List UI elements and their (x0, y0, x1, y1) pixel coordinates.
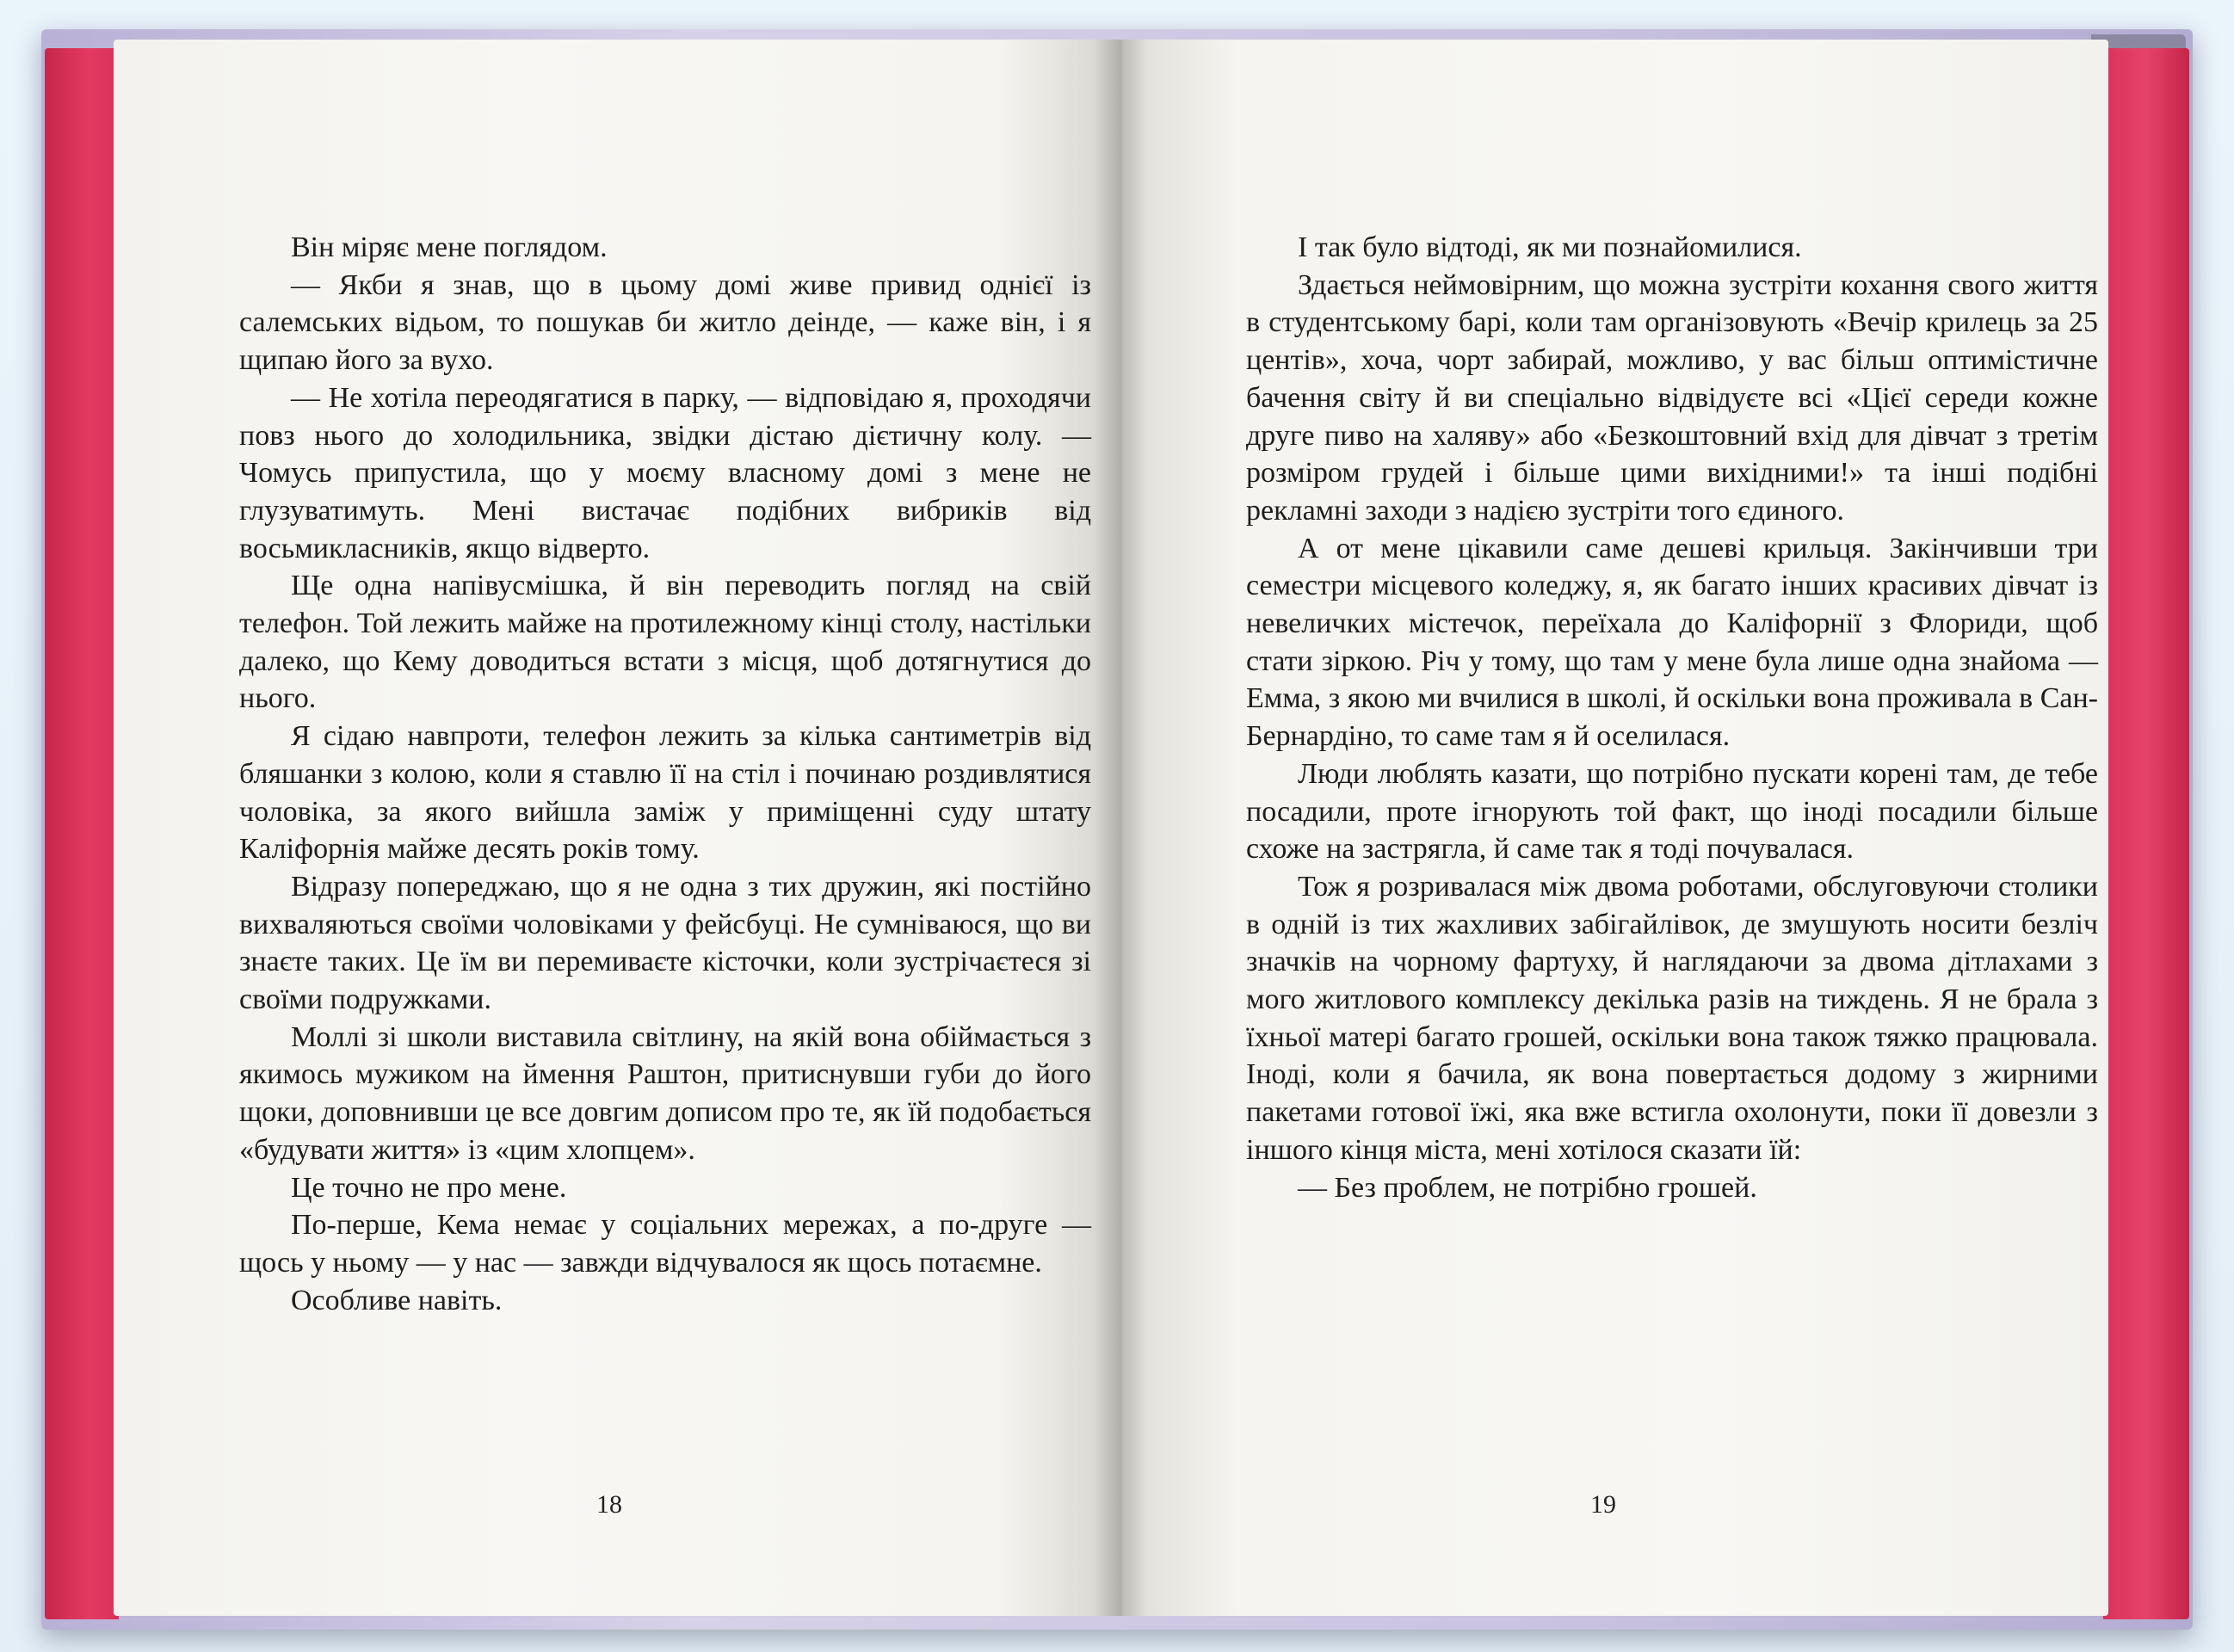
paragraph: Тож я розривалася між двома роботами, обслуговуючи столики в одній із тих жахливих забігайлівок, де змушують носити безліч значків на чорному фартуху, й наглядаючи за двома дітлахами з мого житлового комплексу декілька разів на тиждень. Я не брала з їхньої матері багато грошей, оскільки вона також тяжко працювала. Іноді, коли я бачила, як вона повертається додому з жирними пакетами готової їжі, яка вже встигла охолонути, поки її довезли з іншого кінця міста, мені хотілося сказати їй: (1246, 870, 2098, 1166)
page-number-left: 18 (596, 1490, 622, 1519)
right-page-text (1246, 229, 2098, 1206)
paragraph: Це точно не про мене. (291, 1171, 567, 1204)
paragraph: — Не хотіла переодягатися в парку, — відповідаю я, проходячи повз нього до холодильника, звідки дістаю дієтичну колу. — Чомусь припустила, що у моєму власному домі з мене не глузуватимуть. Мені вистачає подібних вибриків від восьмикласників, якщо відверто. (239, 381, 1091, 564)
paragraph: Він міряє мене поглядом. (291, 231, 608, 263)
paragraph: І так було відтоді, як ми познайомилися. (1298, 231, 1802, 263)
paragraph: По-перше, Кема немає у соціальних мережах, а по-друге — щось у ньому — у нас — завжди відчувалося як щось потаємне. (239, 1209, 1091, 1279)
paragraph: Відразу попереджаю, що я не одна з тих дружин, які постійно вихваляються своїми чоловіками у фейсбуці. Не сумніваюся, що ви знаєте таких. Це їм ви перемиваєте кісточки, коли зустрічаєтеся зі своїми подружками. (239, 870, 1091, 1016)
right-page (1119, 40, 2108, 1616)
page-edges-right (2103, 48, 2189, 1619)
paragraph: — Без проблем, не потрібно грошей. (1298, 1171, 1757, 1204)
paragraph: Моллі зі школи виставила світлину, на якій вона обіймається з якимось мужиком на ймення Раштон, притиснувши губи до його щоки, доповнивши це все довгим дописом про те, як їй подобається «будувати життя» із «цим хлопцем». (239, 1020, 1091, 1166)
page-number-right: 19 (1590, 1490, 1616, 1519)
paragraph: Здається неймовірним, що можна зустріти кохання свого життя в студентському барі, коли там організовують «Вечір крилець за 25 центів», хоча, чорт забирай, можливо, у вас більш оптимістичне бачення світу й ви спеціально відвідуєте всі «Цієї середи кожне друге пиво на халяву» або «Безкоштовний вхід для дівчат з третім розміром грудей і більше цими вихідними!» та інші подібні рекламні заходи з надією зустріти того єдиного. (1246, 268, 2098, 527)
page-edges-left (45, 48, 119, 1619)
left-page (114, 40, 1119, 1616)
paragraph: Я сідаю навпроти, телефон лежить за кілька сантиметрів від бляшанки з колою, коли я ставлю її на стіл і починаю роздивлятися чоловіка, за якого вийшла заміж у приміщенні суду штату Каліфорнія майже десять років тому. (239, 720, 1091, 866)
paragraph: А от мене цікавили саме дешеві крильця. Закінчивши три семестри місцевого коледжу, я, як багато інших красивих дівчат із невеличких містечок, переїхала до Каліфорнії з Флориди, щоб стати зіркою. Річ у тому, що там у мене була лише одна знайома — Емма, з якою ми вчилися в школі, й оскільки вона проживала в Сан-Бернардіно, то саме там я й оселилася. (1246, 532, 2098, 753)
paragraph: — Якби я знав, що в цьому домі живе привид однієї із салемських відьом, то пошукав би житло деінде, — каже він, і я щипаю його за вухо. (239, 268, 1091, 377)
paragraph: Ще одна напівусмішка, й він переводить погляд на свій телефон. Той лежить майже на протилежному кінці столу, настільки далеко, що Кему доводиться встати з місця, щоб дотягнутися до нього. (239, 570, 1091, 715)
paragraph: Люди люблять казати, що потрібно пускати корені там, де тебе посадили, проте ігнорують той факт, що іноді посадили більше схоже на застрягла, й саме так я тоді почувалася. (1246, 757, 2098, 866)
left-page-text (239, 229, 1091, 1319)
paragraph: Особливе навіть. (291, 1284, 503, 1316)
